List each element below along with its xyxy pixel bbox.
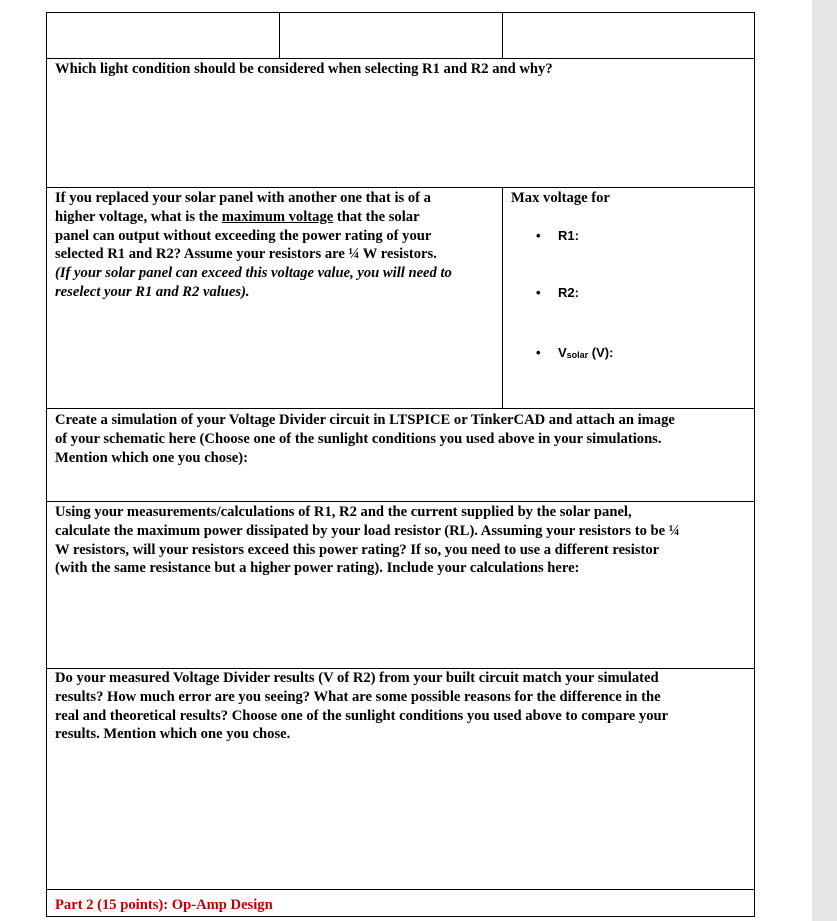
vsolar-label — [558, 345, 613, 360]
table-cell-top-1[interactable] — [46, 12, 280, 59]
max-voltage-question-line: selected R1 and R2? Assume your resistors are ¼ W resistors. — [55, 246, 437, 263]
max-voltage-heading: Max voltage for — [511, 190, 610, 206]
scrollbar-gutter[interactable] — [812, 0, 837, 921]
power-question-line: calculate the maximum power dissipated by your load resistor (RL). Assuming your resistors to be ¼ — [55, 522, 680, 539]
part2-heading: Part 2 (15 points): Op-Amp Design — [55, 897, 273, 913]
compare-question-line: Do your measured Voltage Divider results (V of R2) from your built circuit match your simulated — [55, 670, 659, 686]
vsolar-v: V — [558, 345, 567, 360]
simulation-question-line: Create a simulation of your Voltage Divider circuit in LTSPICE or TinkerCAD and attach an image — [55, 412, 675, 428]
compare-question-line: real and theoretical results? Choose one of the sunlight conditions you used above to compare your — [55, 707, 669, 724]
max-voltage-note-line: reselect your R1 and R2 values). — [55, 284, 250, 300]
bullet-icon: • — [536, 285, 541, 300]
table-cell-top-2[interactable] — [279, 12, 503, 59]
bullet-icon: • — [536, 228, 541, 243]
power-question-line: W resistors, will your resistors exceed this power rating? If so, you need to use a different resistor — [55, 541, 660, 558]
r2-label: R2: — [558, 285, 579, 300]
table-cell-top-3[interactable] — [502, 12, 755, 59]
max-voltage-text: that the solar — [333, 208, 420, 225]
bullet-icon: • — [536, 345, 541, 360]
max-voltage-emphasis: maximum voltage — [221, 208, 334, 225]
power-question-line: Using your measurements/calculations of R1, R2 and the current supplied by the solar panel, — [55, 504, 632, 520]
power-question-line: (with the same resistance but a higher power rating). Include your calculations here: — [55, 560, 580, 577]
compare-question-line: results. Mention which one you chose. — [55, 726, 291, 743]
simulation-question-line: of your schematic here (Choose one of the sunlight conditions you used above in your simulations. — [55, 430, 662, 447]
light-condition-question: Which light condition should be considered when selecting R1 and R2 and why? — [55, 61, 553, 77]
vsolar-unit: (V): — [588, 345, 614, 360]
max-voltage-question-line: If you replaced your solar panel with another one that is of a — [55, 190, 431, 206]
max-voltage-note-line: (If your solar panel can exceed this voltage value, you will need to — [55, 265, 452, 282]
vsolar-subscript: solar — [566, 350, 589, 360]
max-voltage-question-line: panel can output without exceeding the power rating of your — [55, 227, 432, 244]
simulation-question-line: Mention which one you chose): — [55, 449, 248, 466]
max-voltage-question-line — [55, 208, 420, 227]
r1-label: R1: — [558, 228, 579, 243]
max-voltage-text: higher voltage, what is the — [55, 208, 222, 225]
compare-question-line: results? How much error are you seeing? What are some possible reasons for the difference in the — [55, 688, 661, 705]
